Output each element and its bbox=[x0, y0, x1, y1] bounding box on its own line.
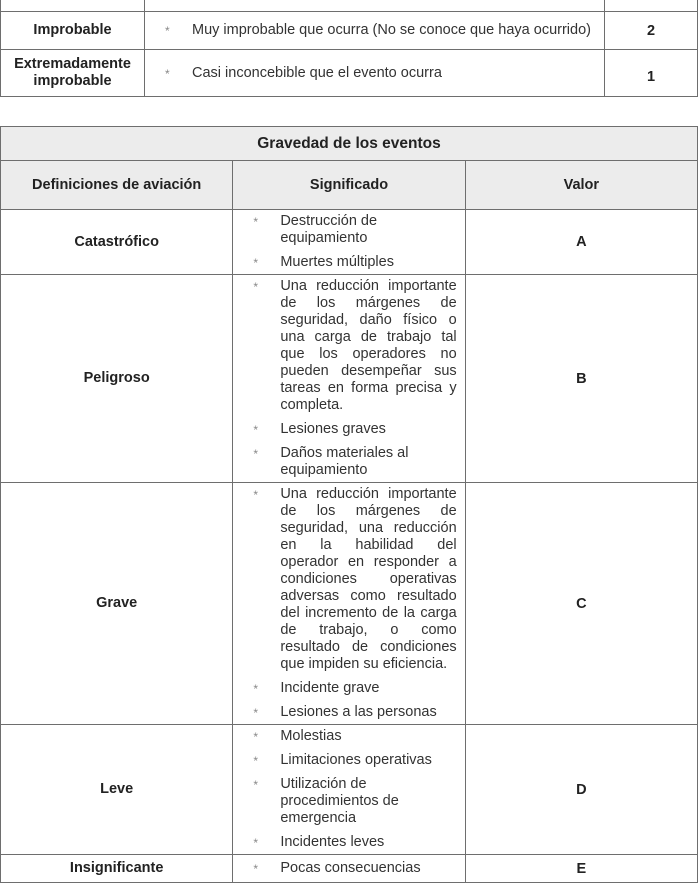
meaning-cell bbox=[233, 210, 465, 275]
header-value: Valor bbox=[465, 161, 697, 210]
list-item: * Limitaciones operativas bbox=[253, 752, 432, 768]
asterisk-bullet-icon: * bbox=[253, 754, 258, 768]
table-row bbox=[1, 855, 698, 883]
asterisk-bullet-icon: * bbox=[253, 423, 258, 437]
list-item: * Muertes múltiples bbox=[253, 254, 394, 270]
row-label-improbable: Improbable bbox=[1, 12, 145, 50]
asterisk-bullet-icon: * bbox=[253, 256, 258, 270]
meaning-cell bbox=[145, 12, 605, 50]
value-cell: B bbox=[465, 275, 697, 483]
value-cell: 2 bbox=[605, 12, 698, 50]
severity-table bbox=[0, 126, 698, 883]
list-item: * Molestias bbox=[253, 728, 342, 744]
table-row bbox=[1, 725, 698, 855]
asterisk-bullet-icon: * bbox=[253, 447, 258, 461]
list-item: * Una reducción importante de los márgenes de seguridad, una reducción en la habilidad del operador en responder a condiciones operativas adversas como resultado del incremento de la carga de trabajo, o como resultado de condiciones que impiden su eficiencia. bbox=[253, 486, 457, 672]
table-row bbox=[1, 0, 698, 12]
header-meaning: Significado bbox=[233, 161, 465, 210]
list-item: * Casi inconcebible que el evento ocurra bbox=[165, 64, 442, 81]
asterisk-bullet-icon: * bbox=[253, 862, 258, 876]
meaning-cell bbox=[233, 483, 465, 725]
row-label-leve: Leve bbox=[1, 725, 233, 855]
row-label-grave: Grave bbox=[1, 483, 233, 725]
meaning-cell bbox=[233, 855, 465, 883]
asterisk-bullet-icon: * bbox=[253, 488, 258, 502]
row-label-catastrofico: Catastrófico bbox=[1, 210, 233, 275]
row-label-insignificante: Insignificante bbox=[1, 855, 233, 883]
table-title-row bbox=[1, 127, 698, 161]
value-cell: E bbox=[465, 855, 697, 883]
list-item: * Lesiones graves bbox=[253, 421, 386, 437]
list-item: * Incidente grave bbox=[253, 680, 380, 696]
asterisk-bullet-icon: * bbox=[253, 730, 258, 744]
table-title: Gravedad de los eventos bbox=[1, 127, 698, 161]
asterisk-bullet-icon: * bbox=[253, 706, 258, 720]
list-item: * Muy improbable que ocurra (No se conoce que haya ocurrido) bbox=[165, 22, 591, 38]
asterisk-bullet-icon: * bbox=[253, 778, 258, 792]
table-row bbox=[1, 210, 698, 275]
value-cell: 1 bbox=[605, 50, 698, 97]
value-cell: D bbox=[465, 725, 697, 855]
definition-cell bbox=[1, 0, 145, 12]
list-item: * Incidentes leves bbox=[253, 834, 385, 850]
table-row bbox=[1, 275, 698, 483]
meaning-cell bbox=[233, 275, 465, 483]
value-cell bbox=[605, 0, 698, 12]
table-header-row bbox=[1, 161, 698, 210]
list-item: * Utilización de procedimientos de emergencia bbox=[253, 776, 399, 826]
asterisk-bullet-icon: * bbox=[253, 836, 258, 850]
list-item: * Lesiones a las personas bbox=[253, 704, 437, 720]
asterisk-bullet-icon: * bbox=[253, 682, 258, 696]
row-label-peligroso: Peligroso bbox=[1, 275, 233, 483]
row-label-extremadamente-improbable: Extremadamente improbable bbox=[1, 50, 145, 97]
asterisk-bullet-icon: * bbox=[253, 215, 258, 229]
list-item: * Pocas consecuencias bbox=[253, 860, 421, 876]
table-row bbox=[1, 12, 698, 50]
list-item: * Daños materiales al equipamiento bbox=[253, 445, 409, 478]
meaning-cell bbox=[233, 725, 465, 855]
table-row bbox=[1, 483, 698, 725]
value-cell: C bbox=[465, 483, 697, 725]
asterisk-bullet-icon: * bbox=[165, 24, 170, 38]
asterisk-bullet-icon: * bbox=[165, 66, 170, 81]
probability-table bbox=[0, 0, 698, 97]
list-item: * Una reducción importante de los márgenes de seguridad, daño físico o una carga de trabajo tal que los operadores no pueden desempeñar sus tareas en forma precisa y completa. bbox=[253, 278, 457, 413]
list-item: * Destrucción de equipamiento bbox=[253, 213, 378, 246]
header-definition: Definiciones de aviación bbox=[1, 161, 233, 210]
value-cell: A bbox=[465, 210, 697, 275]
asterisk-bullet-icon: * bbox=[253, 280, 258, 294]
table-row bbox=[1, 50, 698, 97]
meaning-cell bbox=[145, 50, 605, 97]
meaning-cell bbox=[145, 0, 605, 12]
